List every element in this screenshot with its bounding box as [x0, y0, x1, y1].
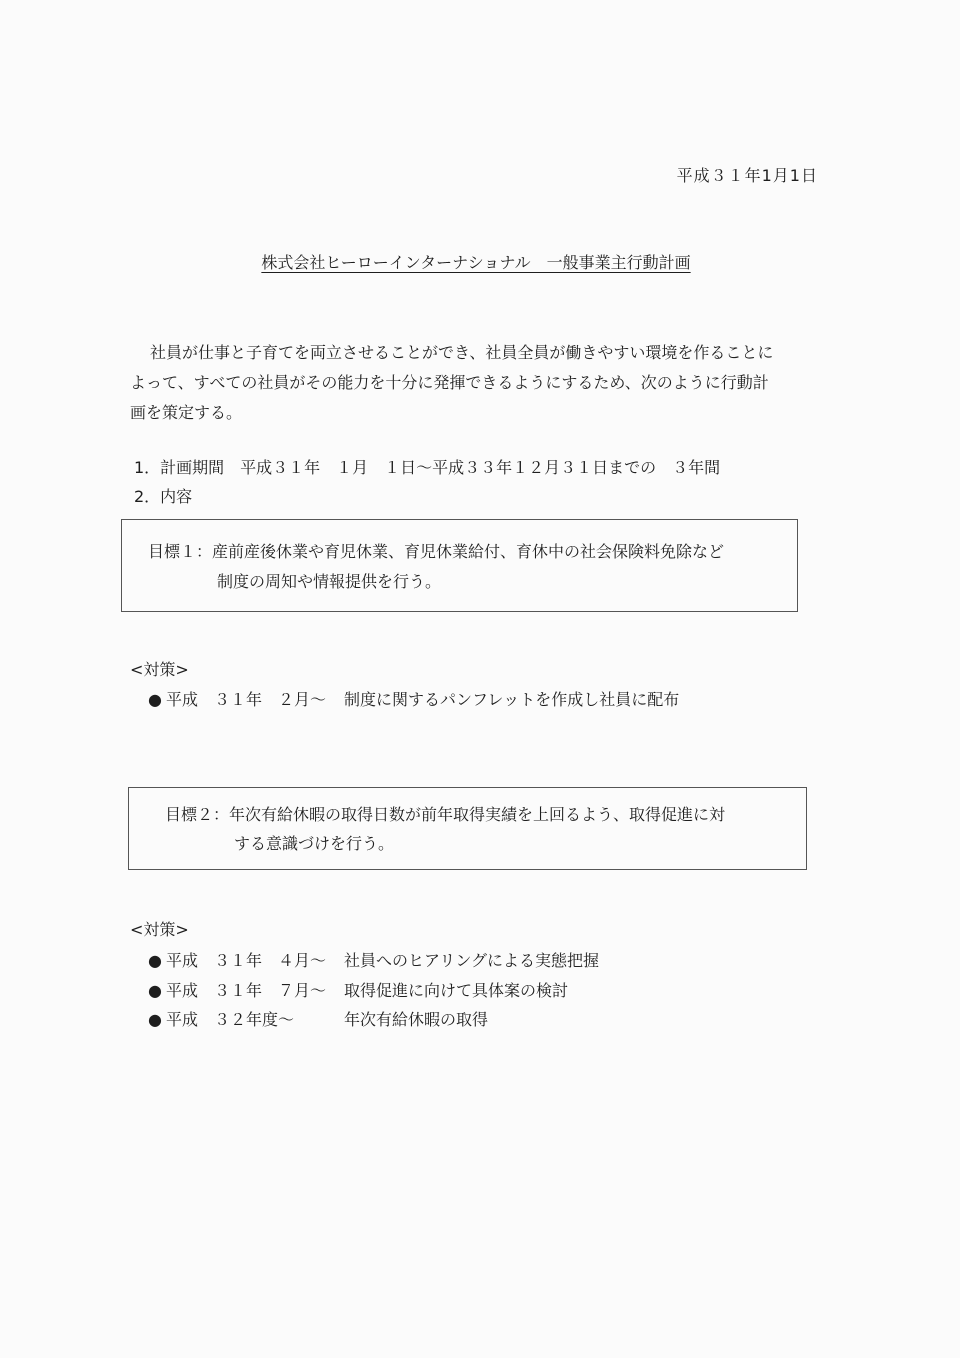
- plan-period-item: 1．計画期間 平成３１年 １月 １日～平成３３年１２月３１日までの ３年間: [134, 458, 721, 477]
- measure-text: 制度に関するパンフレットを作成し社員に配布: [344, 690, 680, 709]
- document-date: 平成３１年1月1日: [676, 166, 818, 185]
- measures-heading: <対策>: [130, 920, 189, 939]
- content-item: 2．内容: [134, 487, 193, 506]
- goal-1-line: 制度の周知や情報提供を行う。: [217, 572, 442, 591]
- document-title-text: 株式会社ヒーローインターナショナル 一般事業主行動計画: [261, 253, 691, 272]
- measure-date: 平成 ３１年 ４月～: [166, 951, 327, 970]
- measure-text: 年次有給休暇の取得: [344, 1010, 489, 1029]
- measure-text: 社員へのヒアリングによる実態把握: [344, 951, 600, 970]
- bullet-icon: ●: [148, 1010, 162, 1029]
- measure-item: [148, 978, 568, 1001]
- intro-paragraph: [130, 338, 830, 428]
- intro-line: 社員が仕事と子育てを両立させることができ、社員全員が働きやすい環境を作ることに: [150, 343, 774, 362]
- measure-item: [148, 687, 679, 710]
- measure-item: [148, 1007, 488, 1030]
- goal-2-line: 目標２：年次有給休暇の取得日数が前年取得実績を上回るよう、取得促進に対: [165, 805, 726, 824]
- bullet-icon: ●: [148, 981, 162, 1000]
- bullet-icon: ●: [148, 690, 162, 709]
- measure-item: [148, 948, 599, 971]
- bullet-icon: ●: [148, 951, 162, 970]
- measure-date: 平成 ３２年度～: [166, 1010, 295, 1029]
- intro-line: よって、すべての社員がその能力を十分に発揮できるようにするため、次のように行動計: [130, 373, 769, 392]
- goal-2-line: する意識づけを行う。: [234, 834, 395, 853]
- goal-1-line: 目標１：産前産後休業や育児休業、育児休業給付、育休中の社会保険料免除など: [148, 542, 725, 561]
- document-title: [0, 250, 952, 273]
- measure-text: 取得促進に向けて具体案の検討: [344, 981, 569, 1000]
- measure-date: 平成 ３１年 ２月～: [166, 690, 327, 709]
- measures-heading: <対策>: [130, 660, 189, 679]
- intro-line: 画を策定する。: [130, 403, 243, 422]
- measure-date: 平成 ３１年 ７月～: [166, 981, 327, 1000]
